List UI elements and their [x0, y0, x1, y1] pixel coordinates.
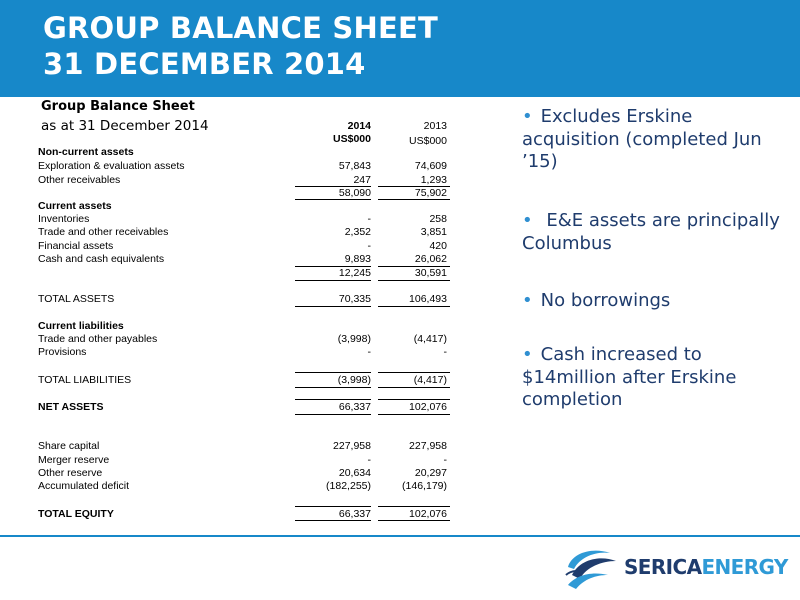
value-2014: 66,337: [338, 401, 371, 413]
sum-rule: [295, 520, 371, 521]
row-label: Trade and other payables: [38, 333, 158, 345]
sum-rule: [295, 387, 371, 388]
logo-word-energy: ENERGY: [701, 555, 788, 579]
row-label: Cash and cash equivalents: [38, 253, 165, 265]
row-label: Accumulated deficit: [38, 480, 130, 492]
col-header-2013-unit: US$000: [409, 135, 447, 147]
section-heading: Current assets: [38, 200, 112, 212]
sum-rule: [295, 280, 371, 281]
value-2014: 227,958: [333, 440, 371, 452]
row-label: Inventories: [38, 213, 90, 225]
value-2014: -: [367, 346, 371, 358]
bullet-text: E&E assets are principally Columbus: [522, 210, 780, 254]
bullet-dot-icon: •: [522, 344, 533, 365]
value-2014: 247: [353, 174, 371, 186]
bullet-item: [522, 290, 790, 313]
value-2013: 258: [429, 213, 447, 225]
title-banner: [0, 0, 800, 97]
row-label: Other reserve: [38, 467, 103, 479]
swirl-logo-icon: [562, 545, 620, 591]
sum-rule: [295, 306, 371, 307]
bullet-dot-icon: •: [522, 290, 533, 311]
bullet-text: Cash increased to $14million after Erskine completion: [522, 344, 737, 410]
logo-word-serica: SERICA: [624, 555, 702, 579]
value-2013: 420: [429, 240, 447, 252]
value-2014: -: [367, 240, 371, 252]
section-heading: Current liabilities: [38, 320, 124, 332]
value-2013: -: [443, 454, 447, 466]
sum-rule: [378, 399, 450, 400]
row-label: TOTAL EQUITY: [38, 508, 114, 520]
sum-rule: [295, 199, 371, 200]
row-label: TOTAL LIABILITIES: [38, 374, 132, 386]
value-2013: 26,062: [414, 253, 447, 265]
value-2013: 102,076: [409, 508, 447, 520]
value-2013: 74,609: [414, 160, 447, 172]
value-2014: (182,255): [326, 480, 371, 492]
row-label: NET ASSETS: [38, 401, 104, 413]
subtotal-2014: 58,090: [338, 187, 371, 199]
value-2013: 1,293: [420, 174, 447, 186]
sum-rule: [378, 280, 450, 281]
logo-wordmark: [624, 555, 788, 579]
sum-rule: [378, 520, 450, 521]
bullet-item: [522, 344, 790, 412]
value-2013: 102,076: [409, 401, 447, 413]
serica-energy-logo: [562, 545, 787, 591]
value-2014: -: [367, 454, 371, 466]
sum-rule: [378, 387, 450, 388]
subtotal-2014: 12,245: [338, 267, 371, 279]
sheet-subtitle: as at 31 December 2014: [41, 118, 209, 134]
sum-rule: [378, 506, 450, 507]
bullet-item: [522, 210, 790, 255]
value-2014: (3,998): [337, 374, 371, 386]
value-2013: 106,493: [409, 293, 447, 305]
sum-rule: [378, 199, 450, 200]
value-2014: -: [367, 213, 371, 225]
value-2013: -: [443, 346, 447, 358]
row-label: Merger reserve: [38, 454, 110, 466]
value-2014: 57,843: [338, 160, 371, 172]
row-label: Trade and other receivables: [38, 226, 169, 238]
col-header-2014-year: 2014: [347, 120, 371, 132]
sum-rule: [295, 506, 371, 507]
row-label: Provisions: [38, 346, 87, 358]
bullet-item: [522, 106, 790, 174]
value-2013: (146,179): [402, 480, 447, 492]
subtotal-2013: 75,902: [414, 187, 447, 199]
value-2013: 227,958: [409, 440, 447, 452]
sum-rule: [378, 414, 450, 415]
row-label: Other receivables: [38, 174, 121, 186]
value-2014: 2,352: [344, 226, 371, 238]
value-2014: 20,634: [338, 467, 371, 479]
bullet-text: Excludes Erskine acquisition (completed Jun ’15): [522, 106, 762, 172]
sum-rule: [378, 372, 450, 373]
value-2013: 3,851: [420, 226, 447, 238]
value-2014: 70,335: [338, 293, 371, 305]
value-2014: (3,998): [337, 333, 371, 345]
value-2014: 9,893: [344, 253, 371, 265]
sum-rule: [378, 306, 450, 307]
value-2014: 66,337: [338, 508, 371, 520]
sum-rule: [295, 372, 371, 373]
row-label: Exploration & evaluation assets: [38, 160, 185, 172]
bullet-dot-icon: •: [522, 106, 533, 127]
slide-title-line2: 31 DECEMBER 2014: [43, 47, 366, 81]
slide-title-line1: GROUP BALANCE SHEET: [43, 11, 438, 45]
sum-rule: [295, 399, 371, 400]
row-label: Share capital: [38, 440, 100, 452]
sheet-title: Group Balance Sheet: [41, 99, 195, 114]
col-header-2014-unit: US$000: [333, 133, 371, 145]
row-label: TOTAL ASSETS: [38, 293, 115, 305]
value-2013: (4,417): [413, 374, 447, 386]
sum-rule: [295, 414, 371, 415]
col-header-2013-year: 2013: [423, 120, 447, 132]
bullet-text: No borrowings: [540, 290, 671, 311]
row-label: Financial assets: [38, 240, 114, 252]
value-2013: 20,297: [414, 467, 447, 479]
subtotal-2013: 30,591: [414, 267, 447, 279]
bullet-dot-icon: •: [522, 210, 533, 231]
footer-divider: [0, 535, 800, 537]
value-2013: (4,417): [413, 333, 447, 345]
section-heading: Non-current assets: [38, 146, 134, 158]
